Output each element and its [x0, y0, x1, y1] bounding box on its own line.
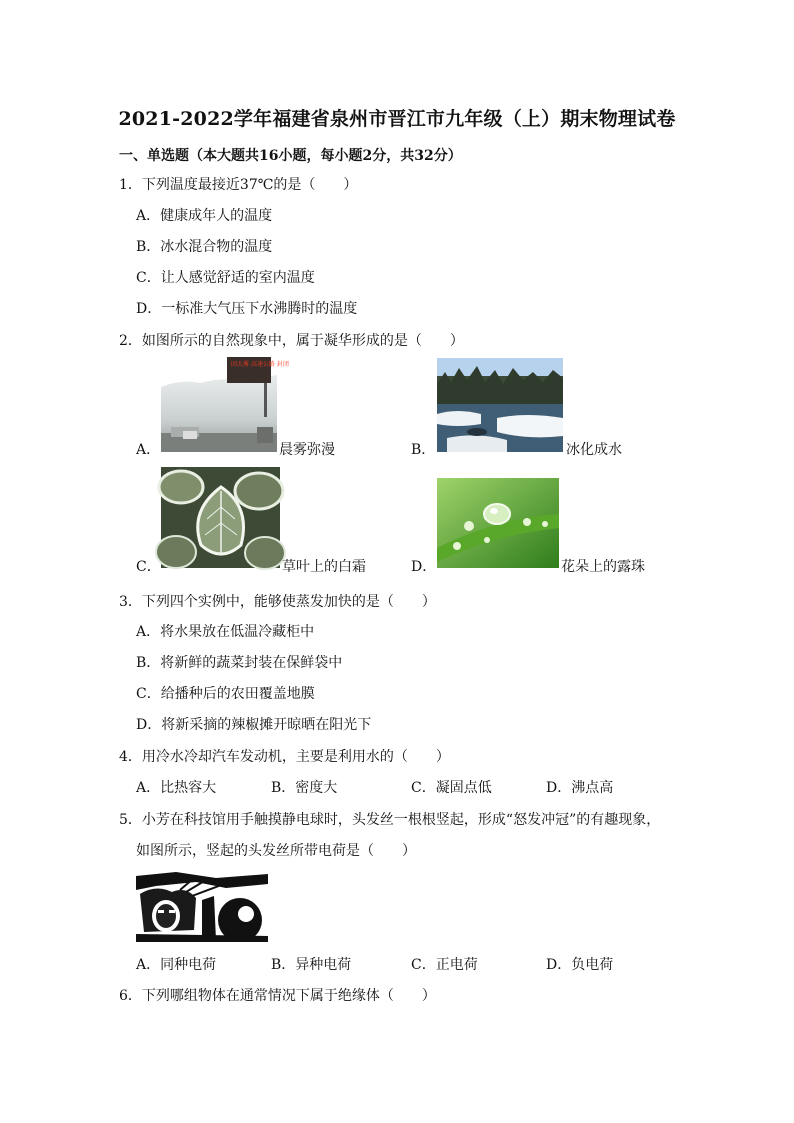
question-5-option-c: C．正电荷 [411, 957, 478, 973]
question-5-option-d: D．负电荷 [546, 957, 614, 973]
question-3-option-a: A．将水果放在低温冷藏柜中 [136, 624, 315, 640]
question-3-option-b: B．将新鲜的蔬菜封装在保鲜袋中 [136, 655, 343, 671]
question-5-option-b: B．异种电荷 [271, 957, 352, 973]
question-4-option-c: C．凝固点低 [411, 780, 492, 796]
question-2-option-d-caption: 花朵上的露珠 [561, 559, 645, 575]
question-2-option-a-letter: A． [136, 442, 161, 458]
question-6-stem: 6．下列哪组物体在通常情况下属于绝缘体（ ） [119, 988, 436, 1004]
static-hair-photo [136, 870, 268, 942]
question-1-option-a: A．健康成年人的温度 [136, 208, 273, 224]
question-4-stem: 4．用冷水冷却汽车发动机，主要是利用水的（ ） [119, 749, 450, 765]
question-1-option-d: D．一标准大气压下水沸腾时的温度 [136, 301, 358, 317]
question-5-stem-line-2: 如图所示，竖起的头发丝所带电荷是（ ） [136, 843, 416, 859]
section-heading: 一、单选题（本大题共16小题，每小题2分，共32分） [119, 148, 462, 164]
question-5-option-a: A．同种电荷 [136, 957, 217, 973]
question-2-option-c-caption: 草叶上的白霜 [282, 559, 366, 575]
frost-leaf-photo [161, 467, 280, 568]
question-2-stem: 2．如图所示的自然现象中，属于凝华形成的是（ ） [119, 333, 464, 349]
question-1-stem: 1．下列温度最接近37℃的是（ ） [119, 177, 358, 193]
page-title: 2021-2022学年福建省泉州市晋江市九年级（上）期末物理试卷 [118, 108, 676, 130]
fog-photo [161, 357, 289, 452]
melting-ice-photo [437, 358, 563, 452]
question-1-option-b: B．冰水混合物的温度 [136, 239, 273, 255]
question-3-option-d: D．将新采摘的辣椒摊开晾晒在阳光下 [136, 717, 372, 733]
question-4-option-a: A．比热容大 [136, 780, 217, 796]
question-2-option-b-caption: 冰化成水 [566, 442, 622, 458]
question-2-option-c-letter: C． [136, 559, 161, 575]
question-5-stem-line-1: 5．小芳在科技馆用手触摸静电球时，头发丝一根根竖起，形成“怒发冲冠”的有趣现象， [119, 812, 661, 828]
question-2-option-a-caption: 晨雾弥漫 [279, 442, 335, 458]
question-1-option-c: C．让人感觉舒适的室内温度 [136, 270, 315, 286]
question-4-option-d: D．沸点高 [546, 780, 614, 796]
road-sign-text: 因大雾 高速公路 封闭 [231, 361, 289, 368]
question-3-option-c: C．给播种后的农田覆盖地膜 [136, 686, 315, 702]
question-2-option-b-letter: B． [411, 442, 436, 458]
question-4-option-b: B．密度大 [271, 780, 338, 796]
question-3-stem: 3．下列四个实例中，能够使蒸发加快的是（ ） [119, 594, 436, 610]
question-2-option-d-letter: D． [411, 559, 437, 575]
dew-drop-photo [437, 478, 559, 568]
